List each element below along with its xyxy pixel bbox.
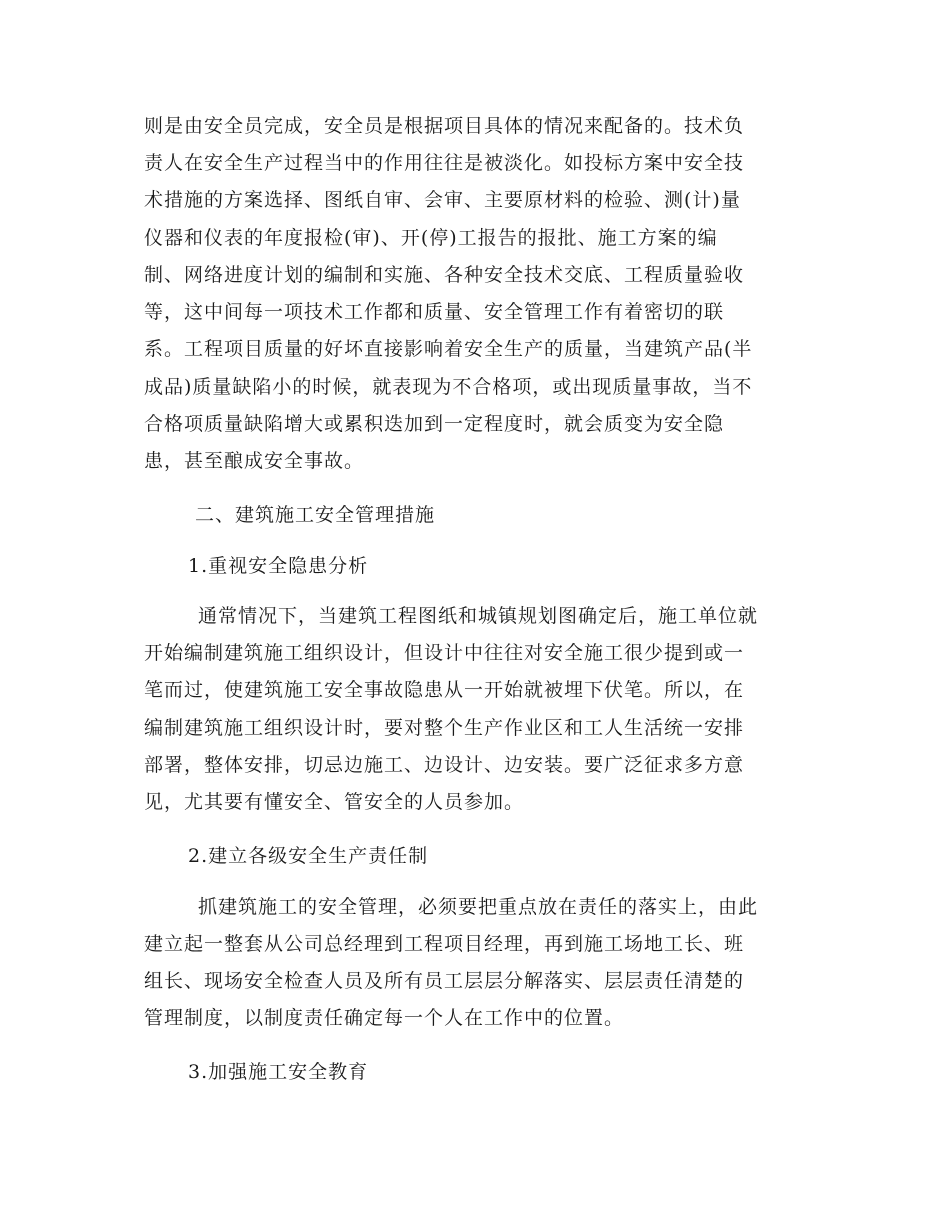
text-line: 组长、现场安全检查人员及所有员工层层分解落实、层层责任清楚的 bbox=[144, 970, 745, 992]
text-line: 抓建筑施工的安全管理，必须要把重点放在责任的落实上，由此 bbox=[198, 896, 759, 918]
text-line: 仪器和仪表的年度报检(审)、开(停)工报告的报批、施工方案的编 bbox=[144, 227, 718, 249]
section-heading: 二、建筑施工安全管理措施 bbox=[195, 504, 436, 526]
text-line: 部署，整体安排，切忌边施工、边设计、边安装。要广泛征求多方意 bbox=[144, 754, 745, 776]
text-line: 制、网络进度计划的编制和实施、各种安全技术交底、工程质量验收 bbox=[144, 264, 745, 286]
subsection-heading: 1.重视安全隐患分析 bbox=[188, 555, 369, 577]
text-line: 通常情况下，当建筑工程图纸和城镇规划图确定后，施工单位就 bbox=[198, 605, 759, 627]
text-line: 等，这中间每一项技术工作都和质量、安全管理工作有着密切的联 bbox=[144, 301, 725, 323]
text-line: 成品)质量缺陷小的时候，就表现为不合格项，或出现质量事故，当不 bbox=[144, 376, 753, 398]
text-line: 患，甚至酿成安全事故。 bbox=[144, 450, 365, 472]
text-line: 见，尤其要有懂安全、管安全的人员参加。 bbox=[144, 791, 525, 813]
text-line: 责人在安全生产过程当中的作用往往是被淡化。如投标方案中安全技 bbox=[144, 152, 745, 174]
text-line: 建立起一整套从公司总经理到工程项目经理，再到施工场地工长、班 bbox=[144, 933, 745, 955]
subsection-heading: 2.建立各级安全生产责任制 bbox=[188, 845, 429, 867]
text-line: 管理制度，以制度责任确定每一个人在工作中的位置。 bbox=[144, 1007, 625, 1029]
text-line: 开始编制建筑施工组织设计，但设计中往往对安全施工很少提到或一 bbox=[144, 642, 745, 664]
text-line: 则是由安全员完成，安全员是根据项目具体的情况来配备的。技术负 bbox=[144, 115, 745, 137]
text-line: 系。工程项目质量的好坏直接影响着安全生产的质量，当建筑产品(半 bbox=[144, 338, 753, 360]
subsection-heading: 3.加强施工安全教育 bbox=[188, 1061, 369, 1083]
text-line: 术措施的方案选择、图纸自审、会审、主要原材料的检验、测(计)量 bbox=[144, 189, 741, 211]
text-line: 笔而过，使建筑施工安全事故隐患从一开始就被埋下伏笔。所以，在 bbox=[144, 679, 745, 701]
text-line: 编制建筑施工组织设计时，要对整个生产作业区和工人生活统一安排 bbox=[144, 717, 745, 739]
text-line: 合格项质量缺陷增大或累积迭加到一定程度时，就会质变为安全隐 bbox=[144, 413, 725, 435]
